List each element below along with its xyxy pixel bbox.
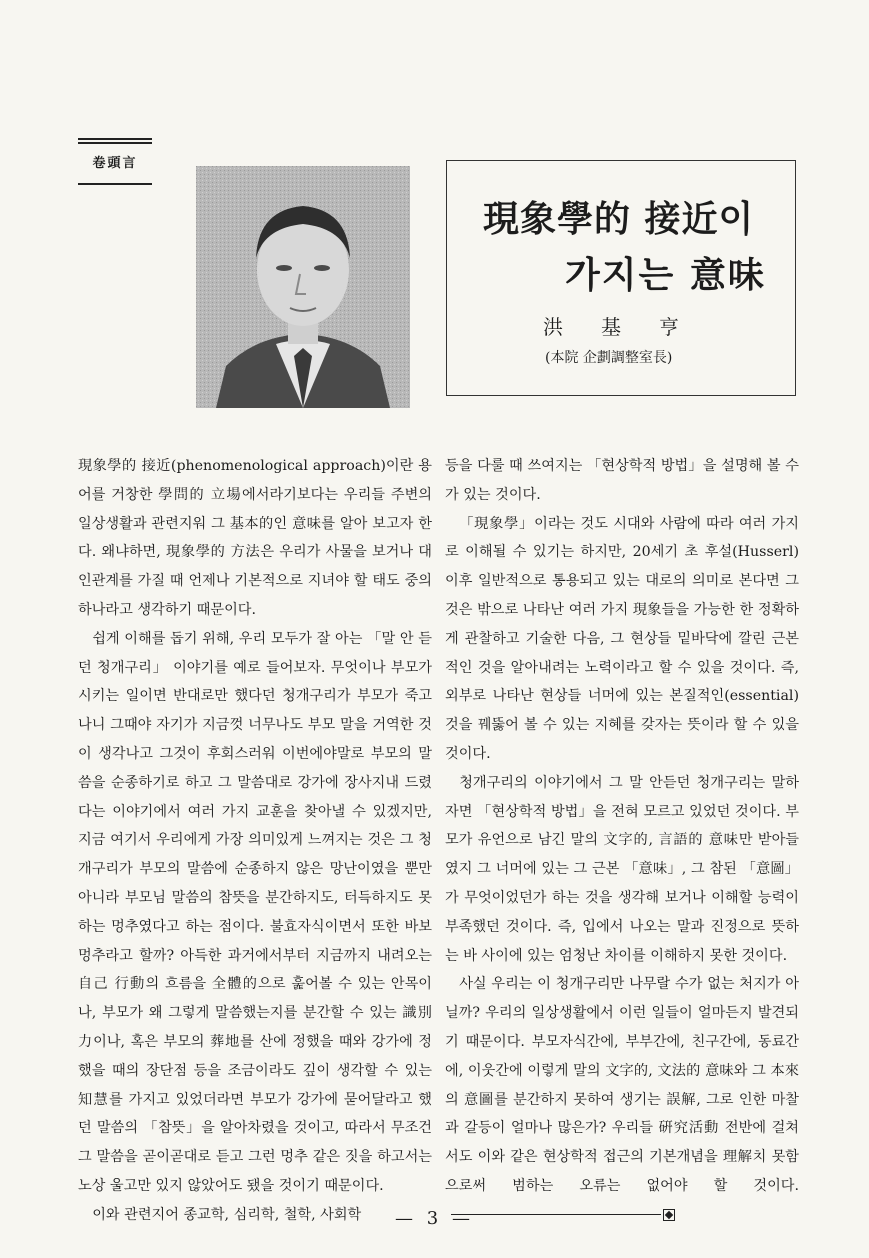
paragraph-last (445, 970, 799, 1229)
paragraph: 「現象學」이라는 것도 시대와 사람에 따라 여러 가지로 이해될 수 있기는 하지만, 20세기 초 후설(Husserl) 이후 일반적으로 통용되고 있는 대로의 의미로 본다면 그것은 밖으로 나타난 여러 가지 現象들을 가능한 한 정확하게 관찰하고 기술한 다음, 그 현상들 밑바닥에 깔린 근본적인 것을 알아내려는 노력이라고 할 수 있을 것이다. 즉, 외부로 나타난 현상들 너머에 있는 본질적인(essential) 것을 꿰뚫어 볼 수 있는 지혜를 갖자는 뜻이라 할 수 있을 것이다. (445, 515, 799, 762)
author-affiliation: (本院 企劃調整室長) (545, 350, 673, 366)
section-label (78, 136, 152, 187)
paragraph: 現象學的 接近(phenomenological approach)이란 용어를 거창한 學問的 立場에서라기보다는 우리들 주변의 일상생활과 관련지워 그 基本的인 意味를 알아 보고자 한다. 왜냐하면, 現象學的 方法은 우리가 사물을 보거나 대인관계를 가질 때 언제나 기본적으로 지녀야 할 태도 중의 하나라고 생각하기 때문이다. (78, 458, 432, 618)
paragraph-text: 사실 우리는 이 청개구리만 나무랄 수가 없는 처지가 아닐까? 우리의 일상생활에서 이런 일들이 얼마든지 발견되기 때문이다. 부모자식간에, 부부간에, 친구간에, 동료간에, 이웃간에 이렇게 말의 文字的, 文法的 意味와 그 本來의 意圖를 분간하지 못하여 생기는 誤解, 그로 인한 마찰과 갈등이 얼마나 많은가? 우리들 硏究活動 전반에 걸쳐서도 이와 같은 현상학적 접근의 기본개념을 理解치 못함으로써 범하는 오류는 없어야 할 것이다. (445, 976, 799, 1194)
paragraph: 청개구리의 이야기에서 그 말 안듣던 청개구리는 말하자면 「현상학적 방법」을 전혀 모르고 있었던 것이다. 부모가 유언으로 남긴 말의 文字的, 言語的 意味만 받아들였지 그 너머에 있는 그 근본 「意味」, 그 참된 「意圖」가 무엇이었던가 하는 것을 생각해 보거나 이해할 능력이 부족했던 것이다. 즉, 입에서 나오는 말과 진정으로 뜻하는 바 사이에 있는 엄청난 차이를 이해하지 못한 것이다. (445, 774, 799, 964)
top-rule (78, 138, 152, 140)
bottom-rule (78, 183, 152, 185)
top-rule-2 (78, 142, 152, 144)
author-portrait (196, 166, 410, 408)
body-column-right (445, 452, 799, 1230)
title-box (446, 160, 796, 396)
portrait-image (196, 166, 410, 408)
author-name: 洪基亨 (543, 315, 717, 339)
body-column-left (78, 452, 432, 1230)
paragraph: 등을 다룰 때 쓰여지는 「현상학적 방법」을 설명해 볼 수가 있는 것이다. (445, 458, 799, 503)
paragraph: 쉽게 이해를 돕기 위해, 우리 모두가 잘 아는 「말 안 듣던 청개구리」 이야기를 예로 들어보자. 무엇이나 부모가 시키는 일이면 반대로만 했다던 청개구리가 부모가 죽고 나니 그때야 자기가 지금껏 너무나도 부모 말을 거역한 것이 생각나고 그것이 후회스러워 이번에야말로 부모의 말씀을 순종하기로 하고 그 말씀대로 강가에 장사지내 드렸다는 이야기에서 여러 가지 교훈을 찾아낼 수 있겠지만, 지금 여기서 우리에게 가장 의미있게 느껴지는 것은 그 청개구리가 부모의 말씀에 순종하지 않은 망난이였을 뿐만 아니라 부모님 말씀의 참뜻을 분간하지도, 터득하지도 못하는 멍추였다고 하는 점이다. 불효자식이면서 또한 바보 멍추라고 할까? 아득한 과거에서부터 지금까지 내려오는 自己 行動의 흐름을 全體的으로 훑어볼 수 있는 안목이나, 부모가 왜 그렇게 말씀했는지를 분간할 수 있는 識別力이나, 혹은 부모의 葬地를 산에 정했을 때와 강가에 정했을 때의 장단점 등을 조금이라도 깊이 생각할 수 있는 知慧를 가지고 있었더라면 부모가 강가에 묻어달라고 했던 말씀의 「참뜻」을 알아차렸을 것이고, 따라서 무조건 그 말씀을 곧이곧대로 듣고 그런 멍추 같은 짓을 하고서는 노상 울고만 있지 않았어도 됐을 것이기 때문이다. (78, 630, 432, 1194)
title-line-1: 現象學的 接近이 (483, 198, 755, 240)
title-line-2: 가지는 意味 (565, 254, 766, 296)
paragraph: 이와 관련지어 종교학, 심리학, 철학, 사회학 (92, 1206, 362, 1223)
page-number: — 3 — (395, 1208, 474, 1229)
section-label-text: 卷頭言 (92, 156, 138, 171)
